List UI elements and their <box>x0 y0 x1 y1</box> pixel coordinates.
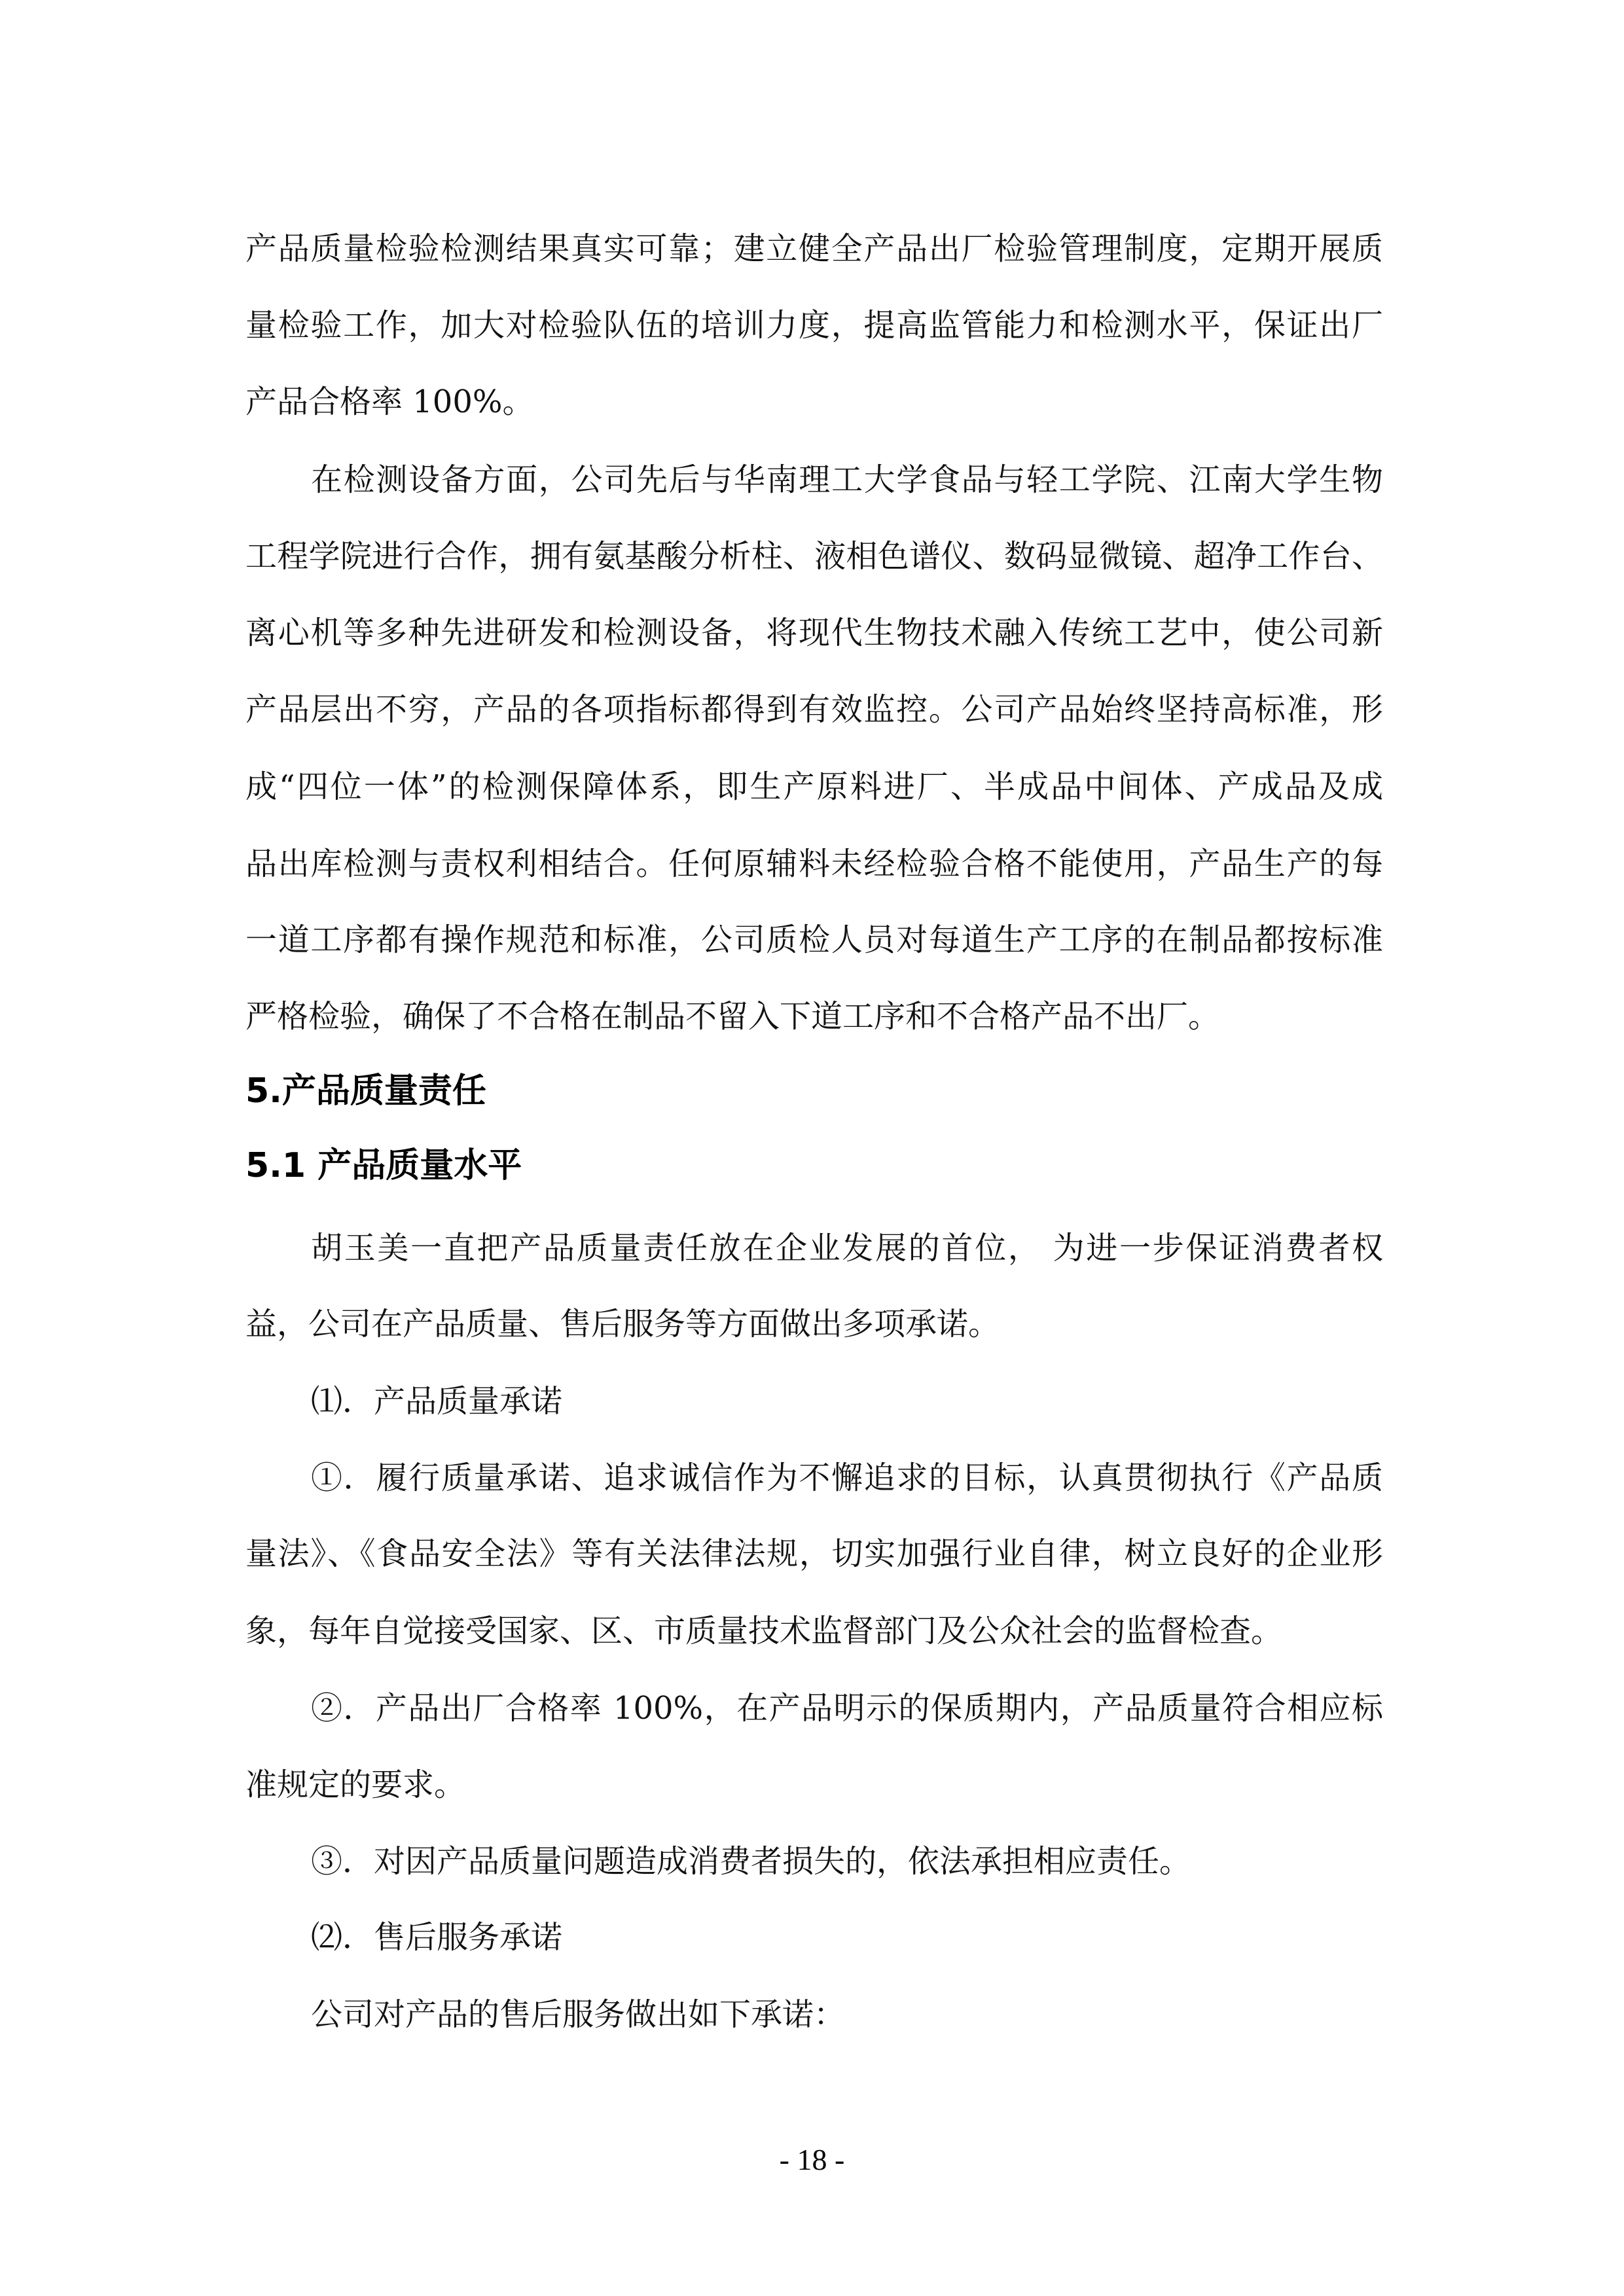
list-item-title: ⑴．产品质量承诺 <box>311 1383 563 1420</box>
commitment-line: ②．产品出厂合格率 100%，在产品明示的保质期内，产品质量符合相应标 <box>311 1690 1383 1727</box>
paragraph-line: 品出库检测与责权利相结合。任何原辅料未经检验合格不能使用，产品生产的每 <box>245 846 1383 882</box>
paragraph-line: 工程学院进行合作，拥有氨基酸分析柱、液相色谱仪、数码显微镜、超净工作台、 <box>245 538 1383 575</box>
paragraph-line: 严格检验，确保了不合格在制品不留入下道工序和不合格产品不出厂。 <box>245 998 1220 1035</box>
subsection-heading: 5.1 产品质量水平 <box>245 1146 522 1185</box>
paragraph-line: 益，公司在产品质量、售后服务等方面做出多项承诺。 <box>245 1306 1000 1342</box>
paragraph-line: 在检测设备方面，公司先后与华南理工大学食品与轻工学院、江南大学生物 <box>311 461 1383 498</box>
paragraph-line: 产品层出不穷，产品的各项指标都得到有效监控。公司产品始终坚持高标准，形 <box>245 691 1383 728</box>
page-number: - 18 - <box>779 2143 845 2176</box>
paragraph-line: 胡玉美一直把产品质量责任放在企业发展的首位， 为进一步保证消费者权 <box>311 1230 1383 1266</box>
paragraph-line: 产品合格率 100%。 <box>245 384 534 420</box>
commitment-line: 象，每年自觉接受国家、区、市质量技术监督部门及公众社会的监督检查。 <box>245 1613 1283 1649</box>
commitment-line: 量法》、《食品安全法》等有关法律法规，切实加强行业自律，树立良好的企业形 <box>245 1535 1383 1572</box>
paragraph-line: 量检验工作，加大对检验队伍的培训力度，提高监管能力和检测水平，保证出厂 <box>245 307 1383 344</box>
paragraph-line: 一道工序都有操作规范和标准，公司质检人员对每道生产工序的在制品都按标准 <box>245 922 1383 958</box>
commitment-line: ③．对因产品质量问题造成消费者损失的，依法承担相应责任。 <box>311 1843 1191 1880</box>
paragraph-line: 离心机等多种先进研发和检测设备，将现代生物技术融入传统工艺中，使公司新 <box>245 615 1383 651</box>
commitment-line: 准规定的要求。 <box>245 1767 466 1803</box>
paragraph-line: 公司对产品的售后服务做出如下承诺： <box>311 1996 846 2033</box>
paragraph-line: 成“四位一体”的检测保障体系，即生产原料进厂、半成品中间体、产成品及成 <box>245 768 1383 805</box>
section-heading: 5.产品质量责任 <box>245 1071 486 1111</box>
commitment-line: ①．履行质量承诺、追求诚信作为不懈追求的目标，认真贯彻执行《产品质 <box>311 1460 1383 1496</box>
paragraph-line: 产品质量检验检测结果真实可靠；建立健全产品出厂检验管理制度，定期开展质 <box>245 230 1383 267</box>
list-item-title: ⑵．售后服务承诺 <box>311 1919 563 1956</box>
